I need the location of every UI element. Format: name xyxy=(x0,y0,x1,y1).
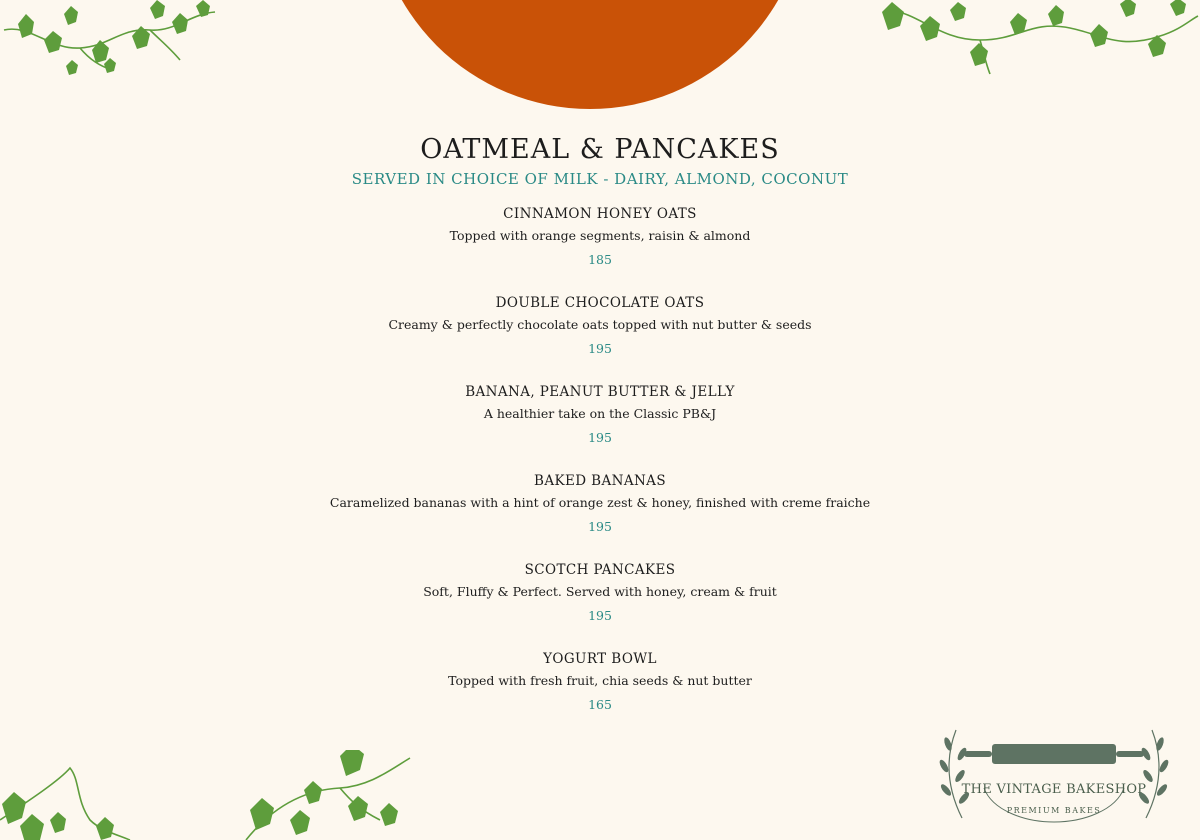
logo-name: THE VINTAGE BAKESHOP xyxy=(961,782,1147,797)
item-price: 195 xyxy=(588,608,612,623)
item-description: Creamy & perfectly chocolate oats topped with nut butter & seeds xyxy=(388,317,812,332)
rolling-pin-icon xyxy=(932,722,1176,834)
item-description: Soft, Fluffy & Perfect. Served with honey, cream & fruit xyxy=(423,584,777,599)
menu-item xyxy=(0,382,1200,471)
ivy-vine-top-left xyxy=(0,0,240,90)
item-price: 195 xyxy=(588,341,612,356)
menu-item xyxy=(0,293,1200,382)
item-price: 195 xyxy=(588,430,612,445)
item-name: BAKED BANANAS xyxy=(534,473,666,489)
menu-section xyxy=(0,128,1200,738)
item-description: A healthier take on the Classic PB&J xyxy=(483,406,717,421)
orange-semicircle xyxy=(373,0,807,109)
laurel-icon xyxy=(949,730,1159,818)
menu-title: OATMEAL & PANCAKES xyxy=(420,134,780,165)
item-name: DOUBLE CHOCOLATE OATS xyxy=(495,295,705,311)
item-price: 185 xyxy=(588,252,612,267)
item-name: CINNAMON HONEY OATS xyxy=(503,206,697,222)
item-price: 165 xyxy=(588,697,612,712)
ivy-vine-bottom-left xyxy=(0,760,140,840)
bakeshop-logo xyxy=(932,722,1176,834)
ivy-vine-bottom-middle xyxy=(240,750,420,840)
item-name: SCOTCH PANCAKES xyxy=(524,562,676,578)
item-description: Caramelized bananas with a hint of orange zest & honey, finished with creme fraiche xyxy=(329,495,871,510)
menu-subtitle: SERVED IN CHOICE OF MILK - DAIRY, ALMOND, COCONUT xyxy=(351,170,849,188)
item-name: YOGURT BOWL xyxy=(543,651,657,667)
item-description: Topped with fresh fruit, chia seeds & nut butter xyxy=(448,673,752,688)
ivy-vine-top-right xyxy=(880,0,1200,90)
item-name: BANANA, PEANUT BUTTER & JELLY xyxy=(465,384,735,400)
menu-item xyxy=(0,471,1200,560)
menu-item xyxy=(0,204,1200,293)
menu-items xyxy=(0,204,1200,738)
item-description: Topped with orange segments, raisin & almond xyxy=(449,228,751,243)
menu-item xyxy=(0,560,1200,649)
item-price: 195 xyxy=(588,519,612,534)
logo-tagline: PREMIUM BAKES xyxy=(1006,806,1102,815)
